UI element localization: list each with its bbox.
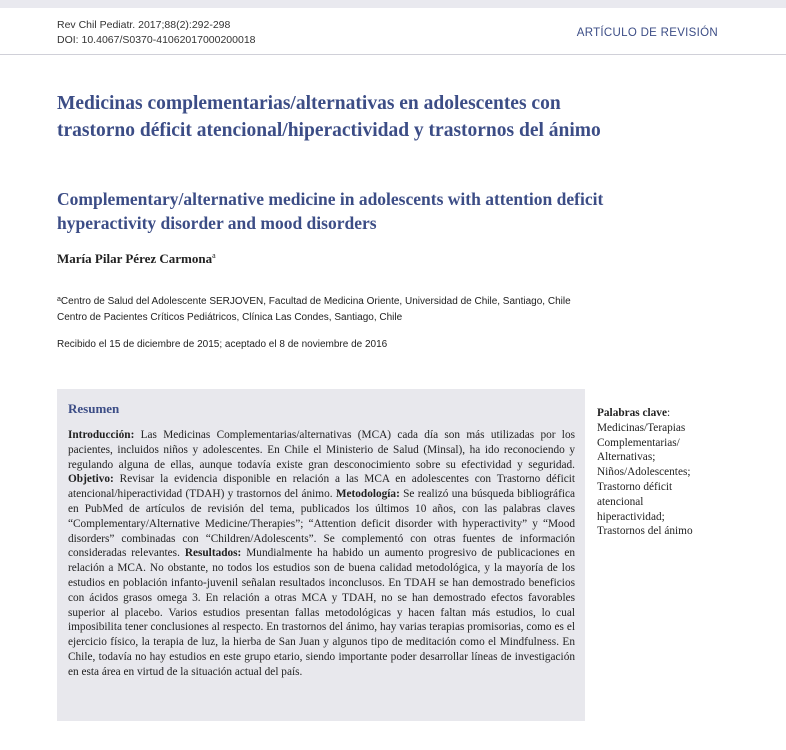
- author-name: María Pilar Pérez Carmona: [57, 251, 213, 266]
- results-label: Resultados:: [184, 547, 242, 560]
- affiliation-1-text: Centro de Salud del Adolescente SERJOVEN, Facultad de Medicina Oriente, Universidad de Chile, Santiago, Chile: [60, 296, 571, 307]
- keyword-item: Niños/Adolescentes;: [597, 466, 691, 479]
- keywords-label: Palabras clave: [597, 407, 667, 419]
- keyword-item: hiperactividad;: [597, 510, 665, 523]
- article-title-spanish: Medicinas complementarias/alternativas en adolescentes con trastorno déficit atencional/hiperactividad y trastornos del ánimo: [57, 93, 601, 141]
- results-text: Mundialmente ha habido un aumento progresivo de publicaciones en relación a MCA. No obstante, no todos los estudios son de buena calidad metodológica, y la mayoría de los estudios en población infanto-juvenil señalan resultados inconclusos. En TDAH se han demostrado beneficios con ácidos grasos omega 3. En relación a otras MCA y TDAH, no se han demostrado efectos favorables superior al placebo. Varios estudios presentan fallas metodológicas y hacen faltan más estudios, lo cual imposibilita tener conclusiones al respecto. En trastornos del ánimo, hay varias terapias promisorias, como es el ejercicio físico, la terapia de luz, la hierba de San Juan y algunos tipo de meditación como el Mindfulness. En Chile, todavía no hay estudios en este grupo etario, siendo importante poder desarrollar líneas de investigación en esta área en virtud de la situación actual del país.: [68, 547, 575, 678]
- abstract-text: [68, 428, 575, 680]
- keyword-item: Alternativas;: [597, 451, 656, 464]
- objective-text: Revisar la evidencia disponible en relación a las MCA en adolescentes con Trastorno déficit atencional/hiperactividad (TDAH) y trastornos del ánimo.: [68, 473, 575, 501]
- affiliation-1: [57, 292, 617, 310]
- header-divider: [0, 54, 786, 55]
- keyword-item: Medicinas/Terapias: [597, 421, 686, 434]
- keyword-item: atencional: [597, 495, 644, 508]
- abstract-heading: Resumen: [68, 401, 120, 416]
- doi[interactable]: DOI: 10.4067/S0370-41062017000200018: [57, 34, 256, 46]
- keywords-heading: [597, 406, 757, 421]
- intro-text: Las Medicinas Complementarias/alternativas (MCA) cada día son más utilizadas por los pacientes, incluidos niños y adolescentes. En Chile el Ministerio de Salud (Minsal), ha ido reconociendo y regulando alguna de ellas, aunque todavía existe gran desconocimiento sobre su efectividad y seguridad.: [68, 429, 575, 471]
- received-accepted-dates: Recibido el 15 de diciembre de 2015; aceptado el 8 de noviembre de 2016: [57, 339, 388, 350]
- keywords: [597, 406, 757, 539]
- keyword-item: Trastornos del ánimo: [597, 525, 693, 538]
- top-bar: [0, 0, 786, 8]
- journal-citation: [57, 18, 256, 48]
- journal-reference: Rev Chil Pediatr. 2017;88(2):292-298: [57, 19, 231, 31]
- abstract-box: [57, 389, 585, 721]
- affiliation-2: Centro de Pacientes Críticos Pediátricos, Clínica Las Condes, Santiago, Chile: [57, 312, 403, 323]
- method-label: Metodología:: [335, 488, 400, 501]
- objective-label: Objetivo:: [68, 473, 114, 486]
- keyword-item: Trastorno déficit: [597, 480, 673, 493]
- method-text: Se realizó una búsqueda bibliográfica en PubMed de artículos de revisión del tema, publicados los últimos 10 años, con las palabras claves “Complementary/Alternative Medicine/Therapies”; “Attention deficit disorder with hyperactivity” y “Mood disorders” combinadas con “Children/Adolescents”. Se complementó con otras fuentes de información consideradas relevantes.: [68, 488, 575, 560]
- keywords-colon: :: [666, 407, 671, 419]
- affiliations: [57, 292, 617, 326]
- article-title-english: Complementary/alternative medicine in adolescents with attention deficit hyperactivity disorder and mood disorders: [57, 189, 604, 233]
- section-label: ARTÍCULO DE REVISIÓN: [576, 27, 718, 39]
- intro-label: Introducción:: [68, 429, 135, 441]
- affiliation-superscript: a: [57, 296, 61, 303]
- author-superscript: a: [212, 251, 216, 260]
- keyword-item: Complementarias/: [597, 436, 680, 449]
- author: [57, 251, 216, 267]
